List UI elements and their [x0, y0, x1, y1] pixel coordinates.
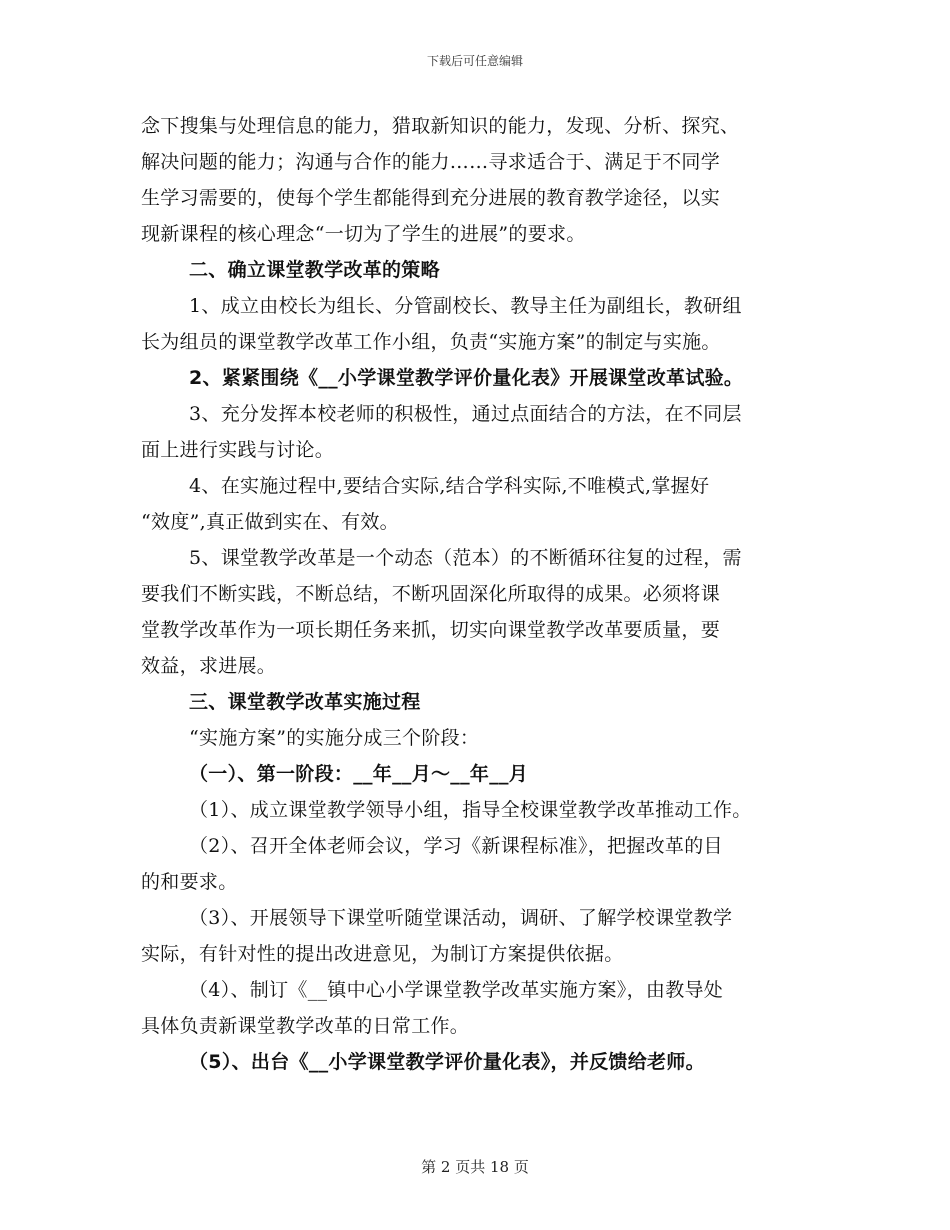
text-line: 具体负责新课堂教学改革的日常工作。 — [141, 1015, 470, 1037]
text-line: 的和要求。 — [141, 871, 238, 893]
text-line: （4）、制订《__镇中心小学课堂教学改革实施方案》，由教导处 — [189, 979, 724, 1001]
section-heading: 二、确立课堂教学改革的策略 — [189, 259, 440, 281]
text-line: 4、在实施过程中,要结合实际,结合学科实际,不唯模式,掌握好 — [189, 475, 710, 497]
text-line: 堂教学改革作为一项长期任务来抓，切实向课堂教学改革要质量，要 — [141, 619, 721, 641]
document-body — [141, 108, 821, 1080]
text-line: （3）、开展领导下课堂听随堂课活动，调研、了解学校课堂教学 — [189, 907, 733, 929]
section-heading: 三、课堂教学改革实施过程 — [189, 691, 421, 713]
text-line: 解决问题的能力；沟通与合作的能力……寻求适合于、满足于不同学 — [141, 151, 721, 173]
text-line: “效度”,真正做到实在、有效。 — [141, 511, 399, 533]
subsection-heading: （一）、第一阶段：__年__月～__年__月 — [189, 763, 529, 785]
page-header: 下载后可任意编辑 — [426, 54, 523, 68]
text-line: 要我们不断实践，不断总结，不断巩固深化所取得的成果。必须将课 — [141, 583, 721, 605]
text-line: （2）、召开全体老师会议，学习《新课程标准》，把握改革的目 — [189, 835, 723, 857]
page-footer: 第 2 页共 18 页 — [421, 1158, 529, 1176]
text-line: “实施方案”的实施分成三个阶段： — [189, 727, 480, 749]
text-line: 5、课堂教学改革是一个动态（范本）的不断循环往复的过程，需 — [189, 547, 742, 569]
bold-text-line: （5）、出台《__小学课堂教学评价量化表》，并反馈给老师。 — [189, 1051, 705, 1073]
text-line: 现新课程的核心理念“一切为了学生的进展”的要求。 — [141, 223, 586, 245]
text-line: 3、充分发挥本校老师的积极性，通过点面结合的方法，在不同层 — [189, 403, 742, 425]
text-line: 面上进行实践与讨论。 — [141, 439, 335, 461]
text-line: 长为组员的课堂教学改革工作小组，负责“实施方案”的制定与实施。 — [141, 331, 721, 353]
text-line: （1）、成立课堂教学领导小组，指导全校课堂教学改革推动工作。 — [189, 799, 752, 821]
text-line: 念下搜集与处理信息的能力，猎取新知识的能力，发现、分析、探究、 — [141, 115, 740, 137]
text-line: 生学习需要的，使每个学生都能得到充分进展的教育教学途径，以实 — [141, 187, 721, 209]
bold-text-line: 2、紧紧围绕《__小学课堂教学评价量化表》开展课堂改革试验。 — [189, 367, 744, 389]
text-line: 实际，有针对性的提出改进意见，为制订方案提供依据。 — [141, 943, 624, 965]
text-line: 1、成立由校长为组长、分管副校长、教导主任为副组长，教研组 — [189, 295, 742, 317]
text-line: 效益，求进展。 — [141, 655, 277, 677]
